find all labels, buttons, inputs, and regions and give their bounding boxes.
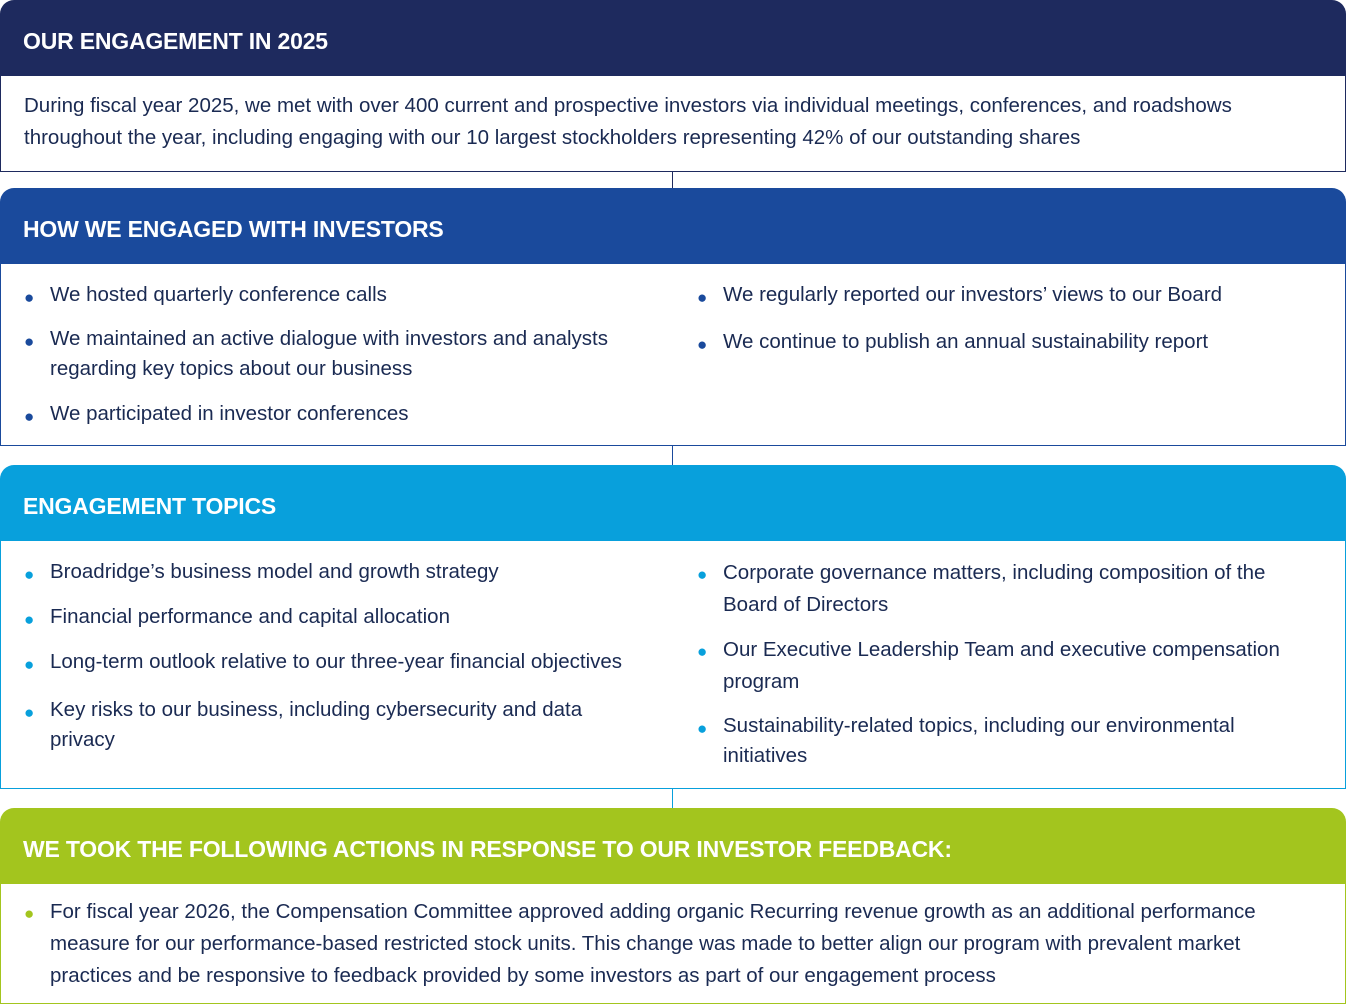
list-item: ● Our Executive Leadership Team and executive compensation program [697,638,1280,693]
how-engaged-panel [0,188,1346,446]
list-item: ● Financial performance and capital allocation [24,605,450,629]
list-item: ● For fiscal year 2026, the Compensation Committee approved adding organic Recurring revenue growth as an additional performance measure for our performance-based restricted stock units. This change was made to better align our program with prevalent market practices and be responsive to feedback provided by some investors as part of our engagement process [24,900,1256,987]
list-item: ● We hosted quarterly conference calls [24,283,387,307]
bullet-icon: ● [697,288,708,307]
bullet-icon: ● [24,655,35,674]
topics-header: ENGAGEMENT TOPICS [0,465,1346,541]
bullet-icon: ● [24,610,35,629]
topics-panel [0,465,1346,789]
bullet-icon: ● [697,335,708,354]
bullet-icon: ● [24,332,35,351]
how-engaged-body [0,264,1346,446]
actions-panel [0,808,1346,1004]
list-item: ● Long-term outlook relative to our three-year financial objectives [24,650,623,674]
engagement-body [0,76,1346,172]
engagement-text: During fiscal year 2025, we met with over 400 current and prospective investors via individual meetings, conferences, and roadshows throughout the year, including engaging with our 10 largest stockholders representing 42% of our outstanding shares [24,94,1232,149]
bullet-icon: ● [24,407,35,426]
bullet-icon: ● [24,703,35,722]
bullet-icon: ● [697,719,708,738]
bullet-icon: ● [24,288,35,307]
connector-line [672,172,673,188]
list-item: ● Corporate governance matters, including composition of the Board of Directors [697,561,1266,616]
list-item: ● Sustainability-related topics, including our environmental initiatives [697,714,1235,767]
connector-line [672,789,673,808]
bullet-icon: ● [24,904,35,923]
list-item: ● We participated in investor conferences [24,402,409,426]
list-item: ● We maintained an active dialogue with investors and analysts regarding key topics about our business [24,327,608,380]
bullet-icon: ● [697,642,708,661]
engagement-panel [0,0,1346,172]
list-item: ● We continue to publish an annual sustainability report [697,330,1209,354]
engagement-header: OUR ENGAGEMENT IN 2025 [0,0,1346,76]
bullet-icon: ● [697,565,708,584]
list-item: ● Broadridge’s business model and growth strategy [24,560,499,584]
actions-body [0,884,1346,1004]
actions-header: WE TOOK THE FOLLOWING ACTIONS IN RESPONSE TO OUR INVESTOR FEEDBACK: [0,808,1346,884]
list-item: ● We regularly reported our investors’ views to our Board [697,283,1223,307]
how-engaged-header: HOW WE ENGAGED WITH INVESTORS [0,188,1346,264]
bullet-icon: ● [24,565,35,584]
connector-line [672,446,673,465]
list-item: ● Key risks to our business, including cybersecurity and data privacy [24,698,583,751]
topics-body [0,541,1346,789]
